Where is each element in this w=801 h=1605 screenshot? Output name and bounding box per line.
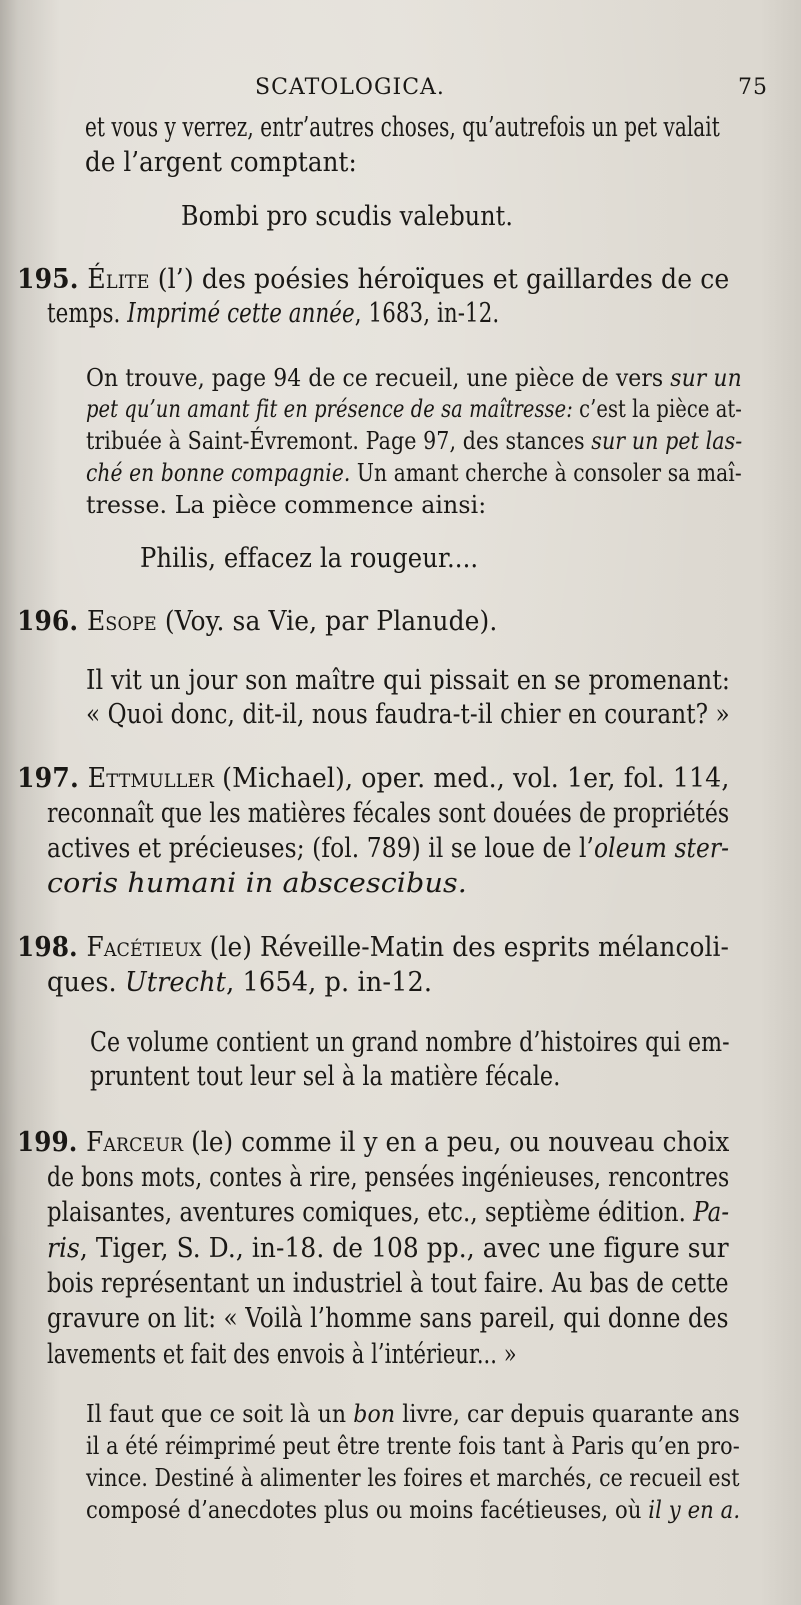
text-line <box>86 490 486 520</box>
text-line <box>47 298 499 330</box>
text-run: (le) comme il y en a peu, ou nouveau choix <box>183 1127 730 1158</box>
text-run: pet qu’un amant fit en présence de sa maîtresse: <box>86 394 573 423</box>
text-run: 197. <box>17 763 88 794</box>
text-line <box>90 1061 560 1093</box>
text-run: Un amant cherche à consoler sa maî- <box>350 458 742 487</box>
text-run: tribuée à Saint-Évremont. Page 97, des stances <box>86 426 592 455</box>
text-run: il a été réimprimé peut être trente fois tant à Paris qu’en pro- <box>86 1431 740 1460</box>
text-run: tresse. La pièce commence ainsi: <box>86 490 487 519</box>
text-run: Pa- <box>693 1197 730 1228</box>
text-run: livre, car depuis quarante ans <box>395 1399 740 1428</box>
text-run: composé d’anecdotes plus ou moins facétieuses, où <box>86 1495 649 1524</box>
text-run: c’est la pièce at- <box>572 394 742 423</box>
text-run: (l’) des poésies héroïques et gaillardes de ce <box>149 264 730 295</box>
text-line <box>85 112 720 144</box>
text-run: 195. <box>17 264 88 295</box>
text-run: ques. <box>47 967 126 998</box>
text-line <box>140 543 478 575</box>
text-line <box>86 665 730 697</box>
text-line <box>86 1431 740 1461</box>
text-run: (Michael), oper. med., vol. 1er, fol. 114, <box>214 763 730 794</box>
text-run: sur un pet las- <box>591 426 743 455</box>
text-line <box>86 699 730 731</box>
text-run: Imprimé cette année <box>127 298 355 329</box>
text-line <box>86 1495 740 1525</box>
text-run: 198. <box>17 932 87 963</box>
text-run: Philis, effacez la rougeur.... <box>140 543 479 574</box>
text-line <box>47 1233 729 1265</box>
text-line <box>47 868 467 900</box>
text-line <box>86 426 742 456</box>
text-line <box>47 967 432 999</box>
text-line <box>90 1027 730 1059</box>
text-run: Il faut que ce soit là un <box>86 1399 354 1428</box>
running-title: SCATOLOGICA. <box>255 75 445 100</box>
text-run: coris humani in abscescibus. <box>47 868 467 899</box>
text-run: (Voy. sa Vie, par Planude). <box>156 606 498 637</box>
text-run: Facétieux <box>86 932 202 963</box>
text-run: ché en bonne compagnie. <box>86 458 351 487</box>
text-line <box>17 606 497 638</box>
text-line <box>17 763 729 795</box>
text-line <box>47 1339 517 1371</box>
text-line <box>86 1463 740 1493</box>
text-line <box>47 1197 729 1229</box>
text-line <box>47 798 729 830</box>
text-run: « Quoi donc, dit-il, nous faudra-t-il chier en courant? » <box>86 699 730 730</box>
text-line <box>17 932 729 964</box>
text-run: Bombi pro scudis valebunt. <box>181 201 514 232</box>
text-run: il y en a. <box>648 1495 741 1524</box>
text-run: , Tiger, S. D., in-18. de 108 pp., avec une figure sur <box>79 1233 729 1264</box>
text-run: plaisantes, aventures comiques, etc., septième édition. <box>47 1197 694 1228</box>
page-number: 75 <box>738 75 768 100</box>
text-run: pruntent tout leur sel à la matière fécale. <box>90 1061 561 1092</box>
text-line <box>47 1268 729 1300</box>
text-run: 199. <box>17 1127 87 1158</box>
text-run: de bons mots, contes à rire, pensées ingénieuses, rencontres <box>47 1162 730 1193</box>
text-run: temps. <box>47 298 128 329</box>
text-run: Il vit un jour son maître qui pissait en se promenant: <box>86 665 731 696</box>
text-run: bon <box>353 1399 396 1428</box>
text-line <box>86 458 742 488</box>
text-run: lavements et fait des envois à l’intérieur... » <box>47 1339 517 1370</box>
text-run: Esope <box>86 606 157 637</box>
text-line <box>47 1162 729 1194</box>
text-line <box>86 363 742 393</box>
text-run: Ettmuller <box>87 763 215 794</box>
text-run: Élite <box>87 264 150 295</box>
text-run: reconnaît que les matières fécales sont douées de propriétés <box>47 798 730 829</box>
text-run: et vous y verrez, entr’autres choses, qu’autrefois un pet valait <box>85 112 720 143</box>
text-run: sur un <box>670 363 742 392</box>
text-run: actives et précieuses; (fol. 789) il se loue de l’ <box>47 833 595 864</box>
text-run: Farceur <box>86 1127 184 1158</box>
text-run: de l’argent comptant: <box>85 147 357 178</box>
text-run: , 1654, p. in-12. <box>226 967 433 998</box>
text-line <box>47 1303 729 1335</box>
text-run: , 1683, in-12. <box>354 298 500 329</box>
text-line <box>17 264 729 296</box>
text-line <box>86 1399 740 1429</box>
text-run: gravure on lit: « Voilà l’homme sans pareil, qui donne des <box>47 1303 729 1334</box>
text-line <box>17 1127 729 1159</box>
text-run: Ce volume contient un grand nombre d’histoires qui em- <box>90 1027 730 1058</box>
text-run: Utrecht <box>125 967 227 998</box>
text-line <box>85 147 357 179</box>
text-run: On trouve, page 94 de ce recueil, une pièce de vers <box>86 363 671 392</box>
text-run: ris <box>47 1233 80 1264</box>
text-run: oleum ster- <box>594 833 730 864</box>
text-line <box>86 394 742 424</box>
text-line <box>181 201 513 233</box>
running-header <box>255 72 445 104</box>
page-number-line <box>738 72 768 104</box>
text-run: (le) Réveille-Matin des esprits mélancoli- <box>201 932 730 963</box>
text-run: bois représentant un industriel à tout faire. Au bas de cette <box>47 1268 729 1299</box>
text-line <box>47 833 729 865</box>
text-run: 196. <box>17 606 87 637</box>
text-run: vince. Destiné à alimenter les foires et marchés, ce recueil est <box>86 1463 740 1492</box>
